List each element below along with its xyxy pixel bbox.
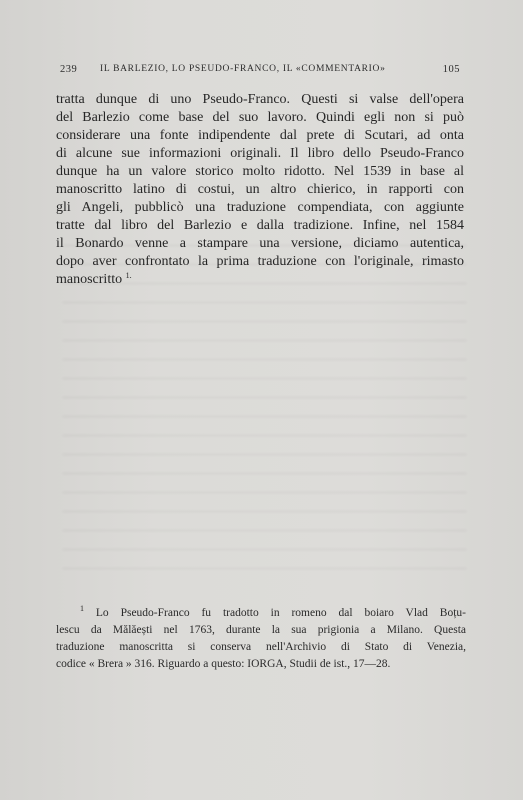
body-line: considerare una fonte indipendente dal prete di Scutari, ad onta: [56, 128, 464, 143]
running-header: [60, 64, 460, 80]
running-title: IL BARLEZIO, LO PSEUDO-FRANCO, IL «COMMENTARIO»: [100, 64, 386, 74]
footnote: [56, 605, 466, 673]
footnote-line: codice « Brera » 316. Riguardo a questo: IORGA, Studii de ist., 17—28.: [56, 658, 391, 670]
body-line: dunque ha un valore storico molto ridotto. Nel 1539 in base al: [56, 164, 464, 179]
footnote-marker: 1: [80, 604, 84, 613]
folio-number: 105: [442, 64, 460, 75]
body-line: del Barlezio come base del suo lavoro. Quindi egli non si può: [56, 110, 464, 125]
body-line: gli Angeli, pubblicò una traduzione compendiata, con aggiunte: [56, 200, 464, 215]
footnote-text: Lo Pseudo-Franco fu tradotto in romeno dal boiaro Vlad Boțu-: [95, 607, 466, 619]
page-number: 239: [60, 64, 78, 75]
footnote-line: lescu da Mălăești nel 1763, durante la sua prigionia a Milano. Questa: [56, 624, 466, 636]
footnote-reference: 1.: [125, 271, 132, 280]
body-line-last: [56, 271, 464, 289]
body-line: il Bonardo venne a stampare una versione, diciamo autentica,: [56, 236, 464, 251]
body-paragraph: [56, 91, 464, 289]
body-line: manoscritto latino di costui, un altro chierico, in rapporti con: [56, 182, 464, 197]
body-line: tratta dunque di uno Pseudo-Franco. Questi si valse dell'opera: [56, 92, 464, 107]
body-line: di alcune sue informazioni originali. Il libro dello Pseudo-Franco: [56, 146, 464, 161]
body-line-text: manoscritto: [56, 272, 123, 287]
body-line: dopo aver confrontato la prima traduzione con l'originale, rimasto: [56, 254, 464, 269]
bleed-through-text: [62, 245, 467, 585]
footnote-line: [56, 605, 466, 622]
body-line: tratte dal libro del Barlezio e dalla tradizione. Infine, nel 1584: [56, 218, 464, 233]
footnote-line: traduzione manoscritta si conserva nell'Archivio di Stato di Venezia,: [56, 641, 466, 653]
